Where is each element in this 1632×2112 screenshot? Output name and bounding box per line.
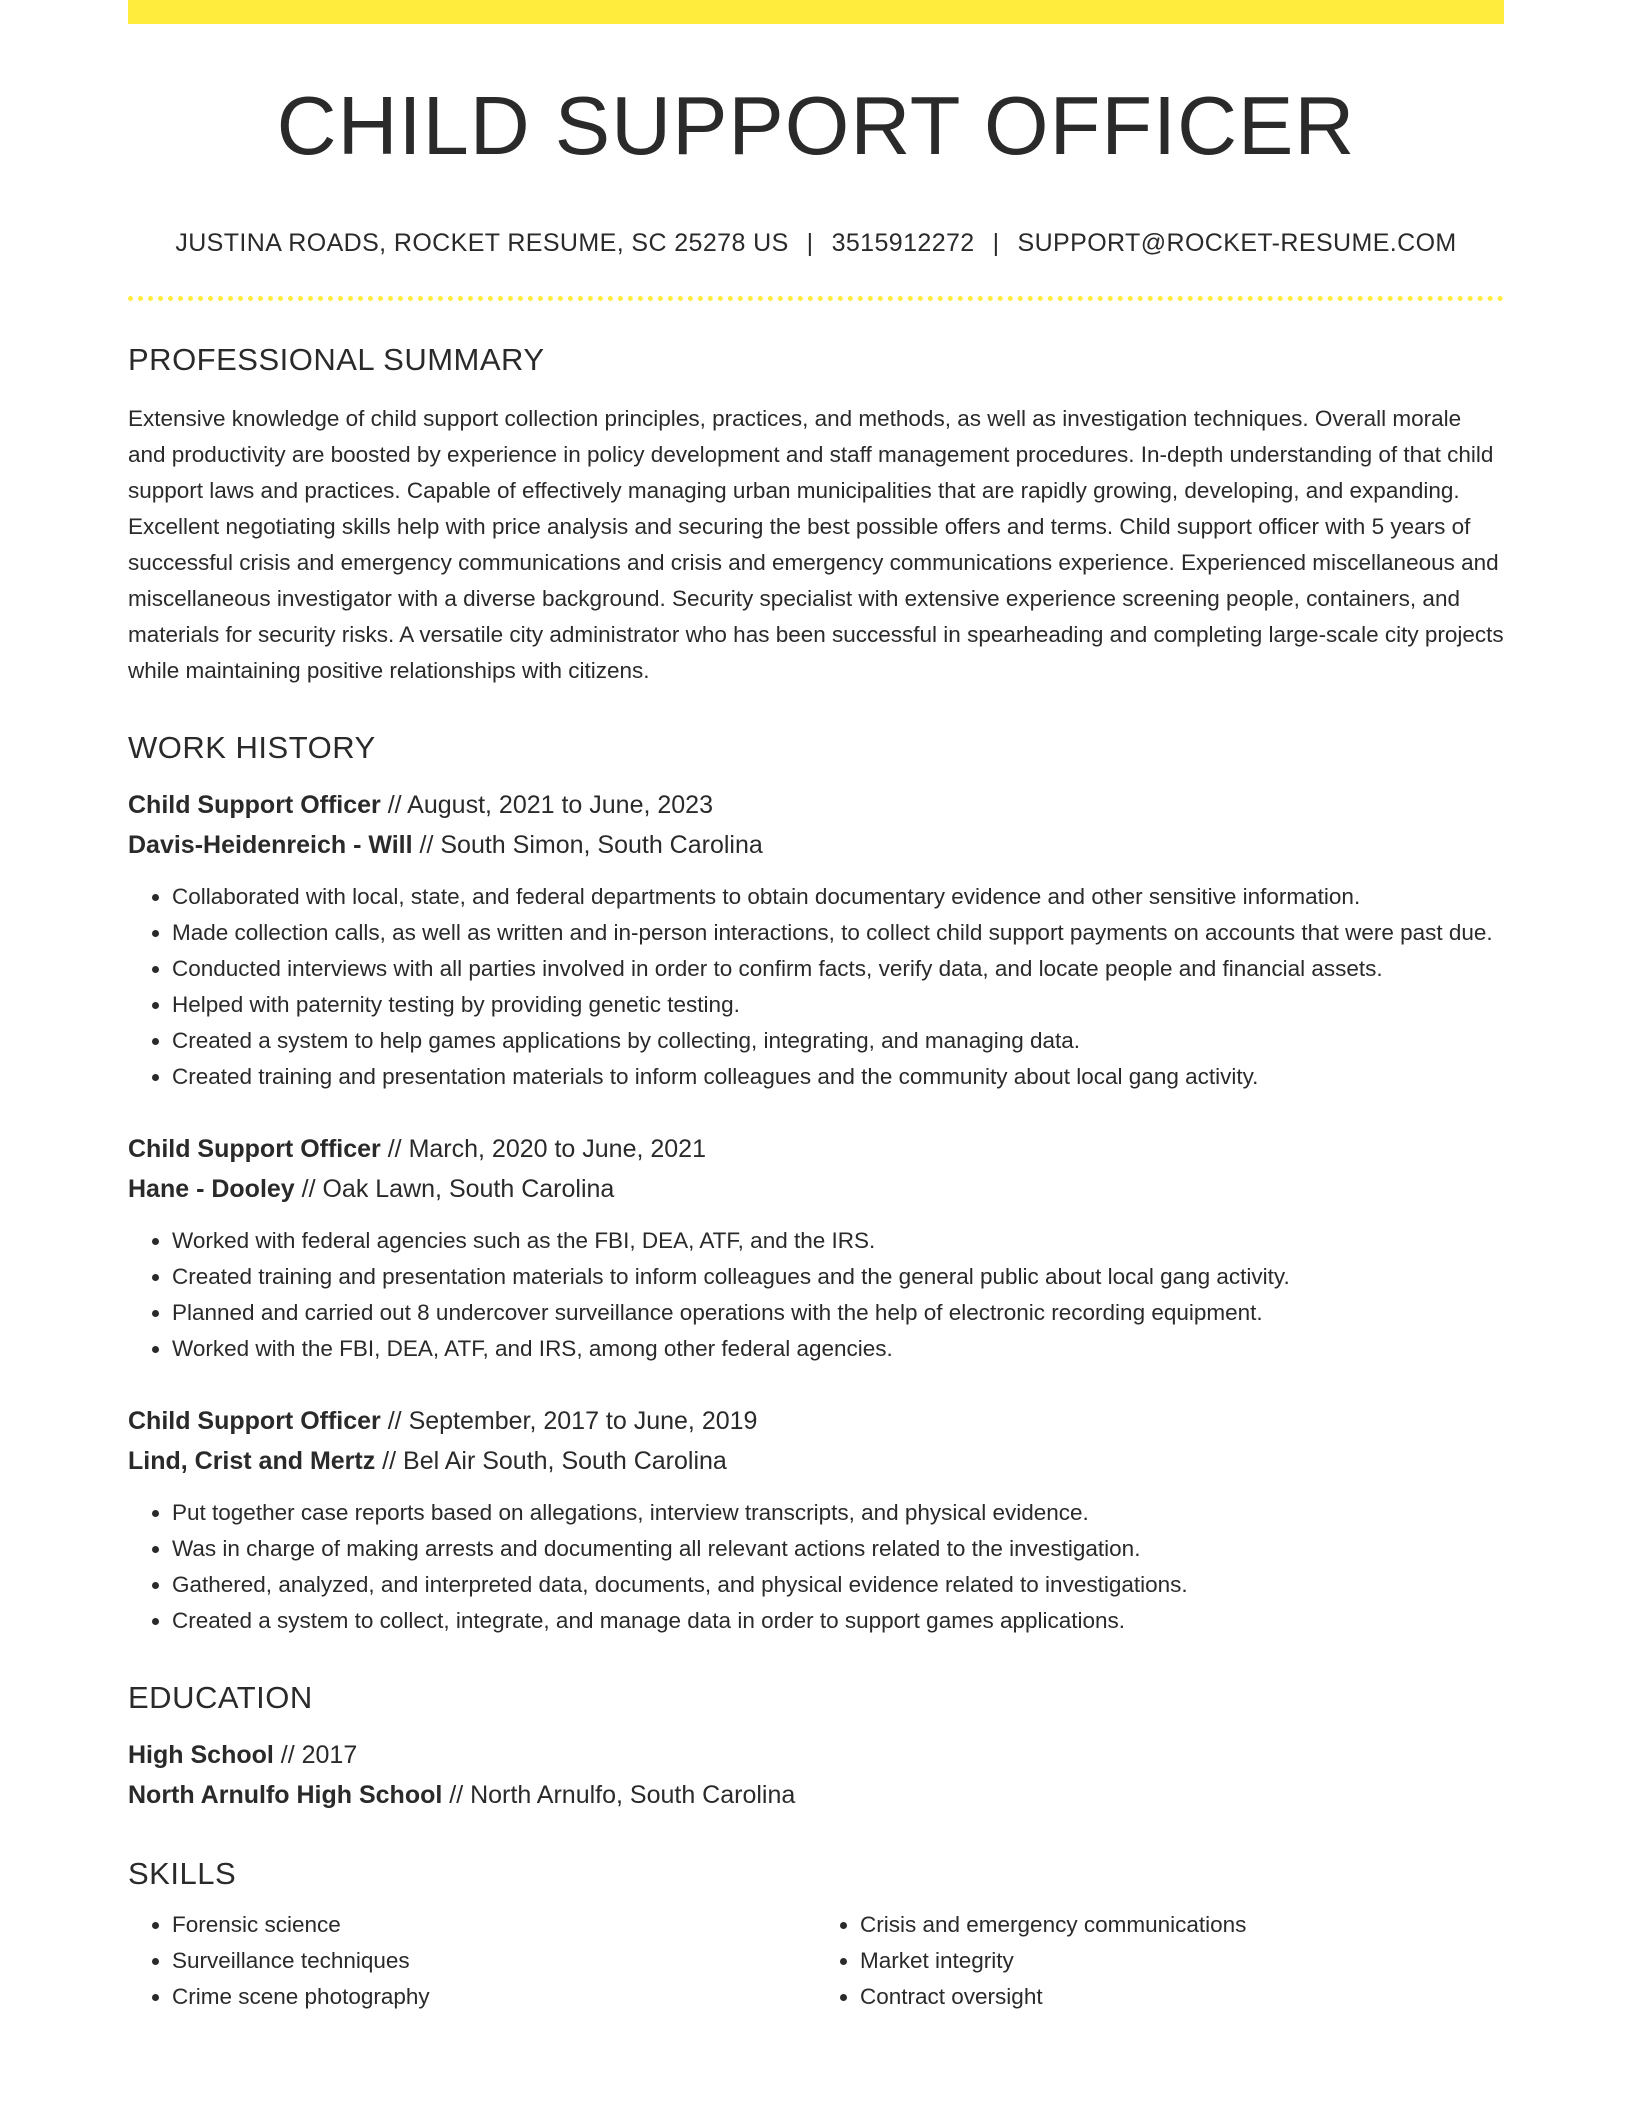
list-item: • Conducted interviews with all parties involved in order to confirm facts, verify data, and locate people and financial assets. bbox=[172, 951, 1504, 987]
job-role: Child Support Officer bbox=[128, 1135, 381, 1164]
job-role: Child Support Officer bbox=[128, 1407, 381, 1436]
job-role-line bbox=[128, 1129, 1504, 1169]
job-location: // Bel Air South, South Carolina bbox=[375, 1447, 727, 1476]
summary-heading: PROFESSIONAL SUMMARY bbox=[128, 342, 545, 377]
job-dates: // August, 2021 to June, 2023 bbox=[380, 791, 713, 820]
list-item: • Forensic science bbox=[172, 1907, 816, 1943]
job-company-line bbox=[128, 1169, 1504, 1209]
job-dates: // September, 2017 to June, 2019 bbox=[380, 1407, 758, 1436]
list-item: • Created training and presentation materials to inform colleagues and the community about local gang activity. bbox=[172, 1059, 1504, 1095]
list-item: • Collaborated with local, state, and federal departments to obtain documentary evidence and other sensitive information. bbox=[172, 879, 1504, 915]
list-item: • Created training and presentation materials to inform colleagues and the general public about local gang activity. bbox=[172, 1259, 1504, 1295]
contact-address: JUSTINA ROADS, ROCKET RESUME, SC 25278 US bbox=[175, 229, 789, 257]
job-company-line bbox=[128, 825, 1504, 865]
job-dates: // March, 2020 to June, 2021 bbox=[380, 1135, 706, 1164]
list-item: • Made collection calls, as well as written and in-person interactions, to collect child support payments on accounts that were past due. bbox=[172, 915, 1504, 951]
list-item: • Created a system to help games applications by collecting, integrating, and managing data. bbox=[172, 1023, 1504, 1059]
contact-phone: 3515912272 bbox=[831, 229, 975, 257]
list-item: • Crime scene photography bbox=[172, 1979, 816, 2015]
list-item: • Created a system to collect, integrate, and manage data in order to support games applications. bbox=[172, 1603, 1504, 1639]
list-item: • Was in charge of making arrests and documenting all relevant actions related to the investigation. bbox=[172, 1531, 1504, 1567]
dotted-divider bbox=[128, 296, 1504, 301]
list-item: • Market integrity bbox=[860, 1943, 1504, 1979]
job-entry bbox=[128, 1129, 1504, 1367]
education-heading: EDUCATION bbox=[128, 1680, 313, 1716]
job-role: Child Support Officer bbox=[128, 791, 381, 820]
list-item: • Crisis and emergency communications bbox=[860, 1907, 1504, 1943]
list-item: • Planned and carried out 8 undercover surveillance operations with the help of electronic recording equipment. bbox=[172, 1295, 1504, 1331]
list-item: • Worked with federal agencies such as the FBI, DEA, ATF, and the IRS. bbox=[172, 1223, 1504, 1259]
list-item: • Put together case reports based on allegations, interview transcripts, and physical evidence. bbox=[172, 1495, 1504, 1531]
contact-separator: | bbox=[992, 229, 1000, 257]
job-bullets bbox=[128, 1223, 1504, 1367]
job-bullets bbox=[128, 879, 1504, 1095]
education-school-line bbox=[128, 1775, 1504, 1815]
list-item: • Surveillance techniques bbox=[172, 1943, 816, 1979]
skills-list bbox=[128, 1907, 1504, 2015]
education-degree-line bbox=[128, 1735, 1504, 1775]
job-company-line bbox=[128, 1441, 1504, 1481]
education-entry bbox=[128, 1735, 1504, 1815]
skills-column-left bbox=[128, 1907, 816, 2015]
job-entry bbox=[128, 785, 1504, 1095]
contact-line bbox=[128, 229, 1504, 258]
list-item: • Contract oversight bbox=[860, 1979, 1504, 2015]
job-role-line bbox=[128, 785, 1504, 825]
list-item: • Gathered, analyzed, and interpreted data, documents, and physical evidence related to investigations. bbox=[172, 1567, 1504, 1603]
job-entry bbox=[128, 1401, 1504, 1639]
work-history-heading: WORK HISTORY bbox=[128, 730, 376, 766]
list-item: • Worked with the FBI, DEA, ATF, and IRS, among other federal agencies. bbox=[172, 1331, 1504, 1367]
job-location: // South Simon, South Carolina bbox=[412, 831, 763, 860]
job-company: Lind, Crist and Mertz bbox=[128, 1447, 376, 1476]
job-location: // Oak Lawn, South Carolina bbox=[294, 1175, 615, 1204]
education-location: // North Arnulfo, South Carolina bbox=[442, 1781, 796, 1810]
list-item: • Helped with paternity testing by providing genetic testing. bbox=[172, 987, 1504, 1023]
contact-email: SUPPORT@ROCKET-RESUME.COM bbox=[1017, 229, 1457, 257]
education-degree: High School bbox=[128, 1741, 274, 1770]
skills-heading: SKILLS bbox=[128, 1856, 237, 1892]
education-year: // 2017 bbox=[273, 1741, 358, 1770]
skills-column-right bbox=[816, 1907, 1504, 2015]
job-company: Hane - Dooley bbox=[128, 1175, 295, 1204]
page-title: CHILD SUPPORT OFFICER bbox=[276, 79, 1356, 172]
summary-text: Extensive knowledge of child support collection principles, practices, and methods, as well as investigation techniques. Overall morale and productivity are boosted by experience in policy development and staff management procedures. In-depth understanding of that child support laws and practices. Capable of effectively managing urban municipalities that are rapidly growing, developing, and expanding. Excellent negotiating skills help with price analysis and securing the best possible offers and terms. Child support officer with 5 years of successful crisis and emergency communications and crisis and emergency communications experience. Experienced miscellaneous and miscellaneous investigator with a diverse background. Security specialist with extensive experience screening people, containers, and materials for security risks. A versatile city administrator who has been successful in spearheading and completing large-scale city projects while maintaining positive relationships with citizens. bbox=[128, 406, 1504, 684]
education-school: North Arnulfo High School bbox=[128, 1781, 443, 1810]
contact-separator: | bbox=[806, 229, 814, 257]
job-role-line bbox=[128, 1401, 1504, 1441]
resume-page bbox=[128, 0, 1504, 2015]
job-company: Davis-Heidenreich - Will bbox=[128, 831, 413, 860]
accent-top-bar bbox=[128, 0, 1504, 24]
job-bullets bbox=[128, 1495, 1504, 1639]
